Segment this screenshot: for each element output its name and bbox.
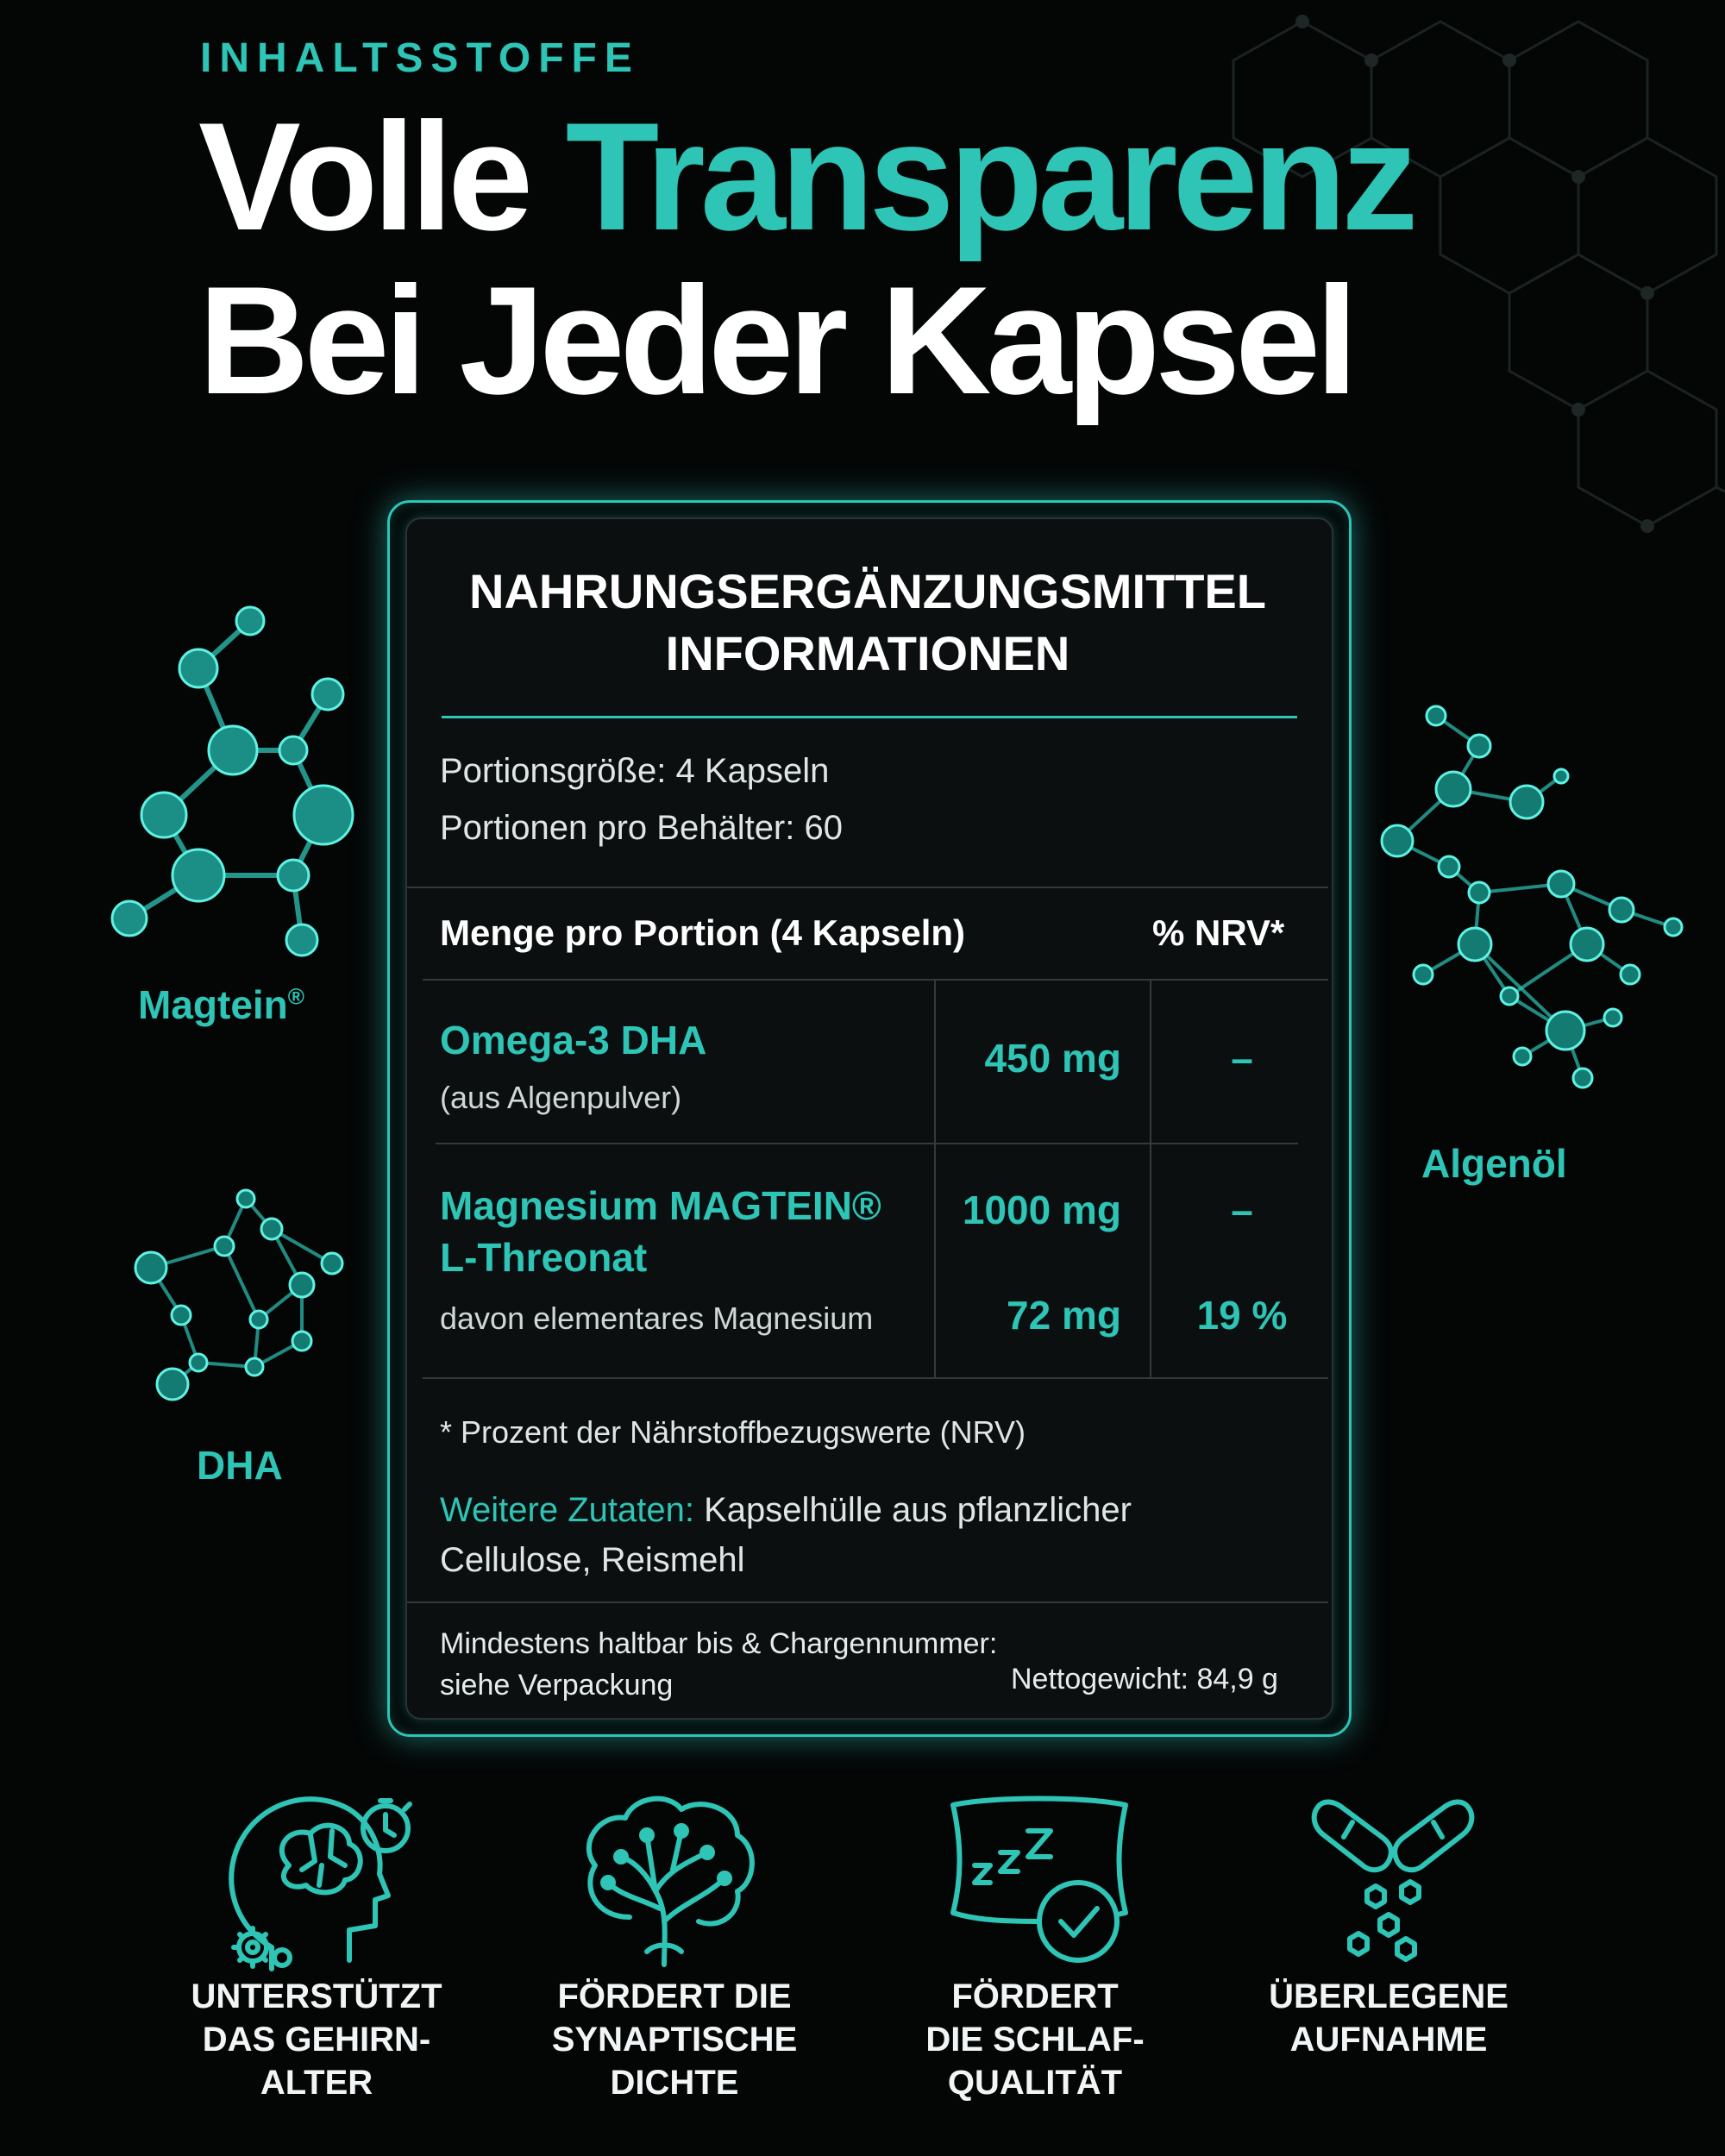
divider xyxy=(407,1601,1328,1603)
net-weight: Nettogewicht: 84,9 g xyxy=(1011,1663,1278,1695)
magtein-molecule-icon xyxy=(95,586,380,983)
ingredient-detail: (aus Algenpulver) xyxy=(440,1080,682,1115)
headline-line-2: Bei Jeder Kapsel xyxy=(198,254,1353,426)
divider xyxy=(436,1143,1298,1144)
divider xyxy=(423,1377,1328,1379)
ingredient-amount: 1000 mg xyxy=(962,1188,1121,1232)
divider xyxy=(423,979,1328,981)
ingredient-nrv: – xyxy=(1231,1036,1253,1081)
benefit-label-brain-age: UNTERSTÜTZT DAS GEHIRN- ALTER xyxy=(191,1977,442,2102)
ingredient-name: Omega-3 DHA xyxy=(440,1018,707,1062)
section-eyebrow: INHALTSSTOFFE xyxy=(200,35,640,81)
ingredient-sub-name: davon elementares Magnesium xyxy=(440,1300,874,1336)
benefit-label-synaptic-density: FÖRDERT DIE SYNAPTISCHE DICHTE xyxy=(551,1977,798,2102)
serving-size: Portionsgröße: 4 Kapseln xyxy=(440,752,830,790)
ingredient-amount: 450 mg xyxy=(984,1036,1121,1081)
ingredient-sub-nrv: 19 % xyxy=(1196,1293,1288,1338)
page-headline xyxy=(198,91,1414,426)
capsule-absorption-icon xyxy=(1294,1783,1492,1973)
servings-per-container: Portionen pro Behälter: 60 xyxy=(440,809,843,847)
benefit-label-absorption: ÜBERLEGENE AUFNAHME xyxy=(1269,1977,1509,2059)
best-before-info: Mindestens haltbar bis & Chargennummer: siehe Verpackung xyxy=(440,1627,998,1702)
benefit-label-sleep-quality: FÖRDERT DIE SCHLAF- QUALITÄT xyxy=(925,1977,1145,2102)
brain-head-clock-icon xyxy=(220,1783,418,1973)
sleep-pillow-check-icon xyxy=(940,1783,1138,1973)
dha-molecule-icon xyxy=(121,1181,362,1414)
algae-oil-molecule-icon xyxy=(1380,690,1690,1104)
panel-title-line-1: NAHRUNGSERGÄNZUNGSMITTEL xyxy=(469,564,1266,618)
algae-oil-label: Algenöl xyxy=(1421,1141,1567,1186)
headline-word-volle: Volle xyxy=(198,91,529,262)
ingredient-sub-amount: 72 mg xyxy=(1007,1293,1121,1338)
nrv-footnote: * Prozent der Nährstoffbezugswerte (NRV) xyxy=(440,1414,1026,1450)
column-header-amount: Menge pro Portion (4 Kapseln) xyxy=(440,912,966,953)
magtein-label: Magtein® xyxy=(138,982,304,1027)
column-header-nrv: % NRV* xyxy=(1152,912,1285,953)
panel-title xyxy=(405,561,1330,685)
ingredient-name: Magnesium MAGTEIN® L-Threonat xyxy=(440,1183,881,1280)
title-divider xyxy=(442,716,1297,718)
headline-word-transparenz: Transparenz xyxy=(565,91,1414,262)
other-ingredients: Weitere Zutaten: Kapselhülle aus pflanzlicher Cellulose, Reismehl xyxy=(440,1491,1132,1579)
brain-neurons-icon xyxy=(569,1783,768,1973)
dha-label: DHA xyxy=(197,1443,283,1488)
panel-title-line-2: INFORMATIONEN xyxy=(665,626,1070,680)
divider xyxy=(407,887,1328,888)
ingredient-nrv: – xyxy=(1231,1188,1253,1232)
